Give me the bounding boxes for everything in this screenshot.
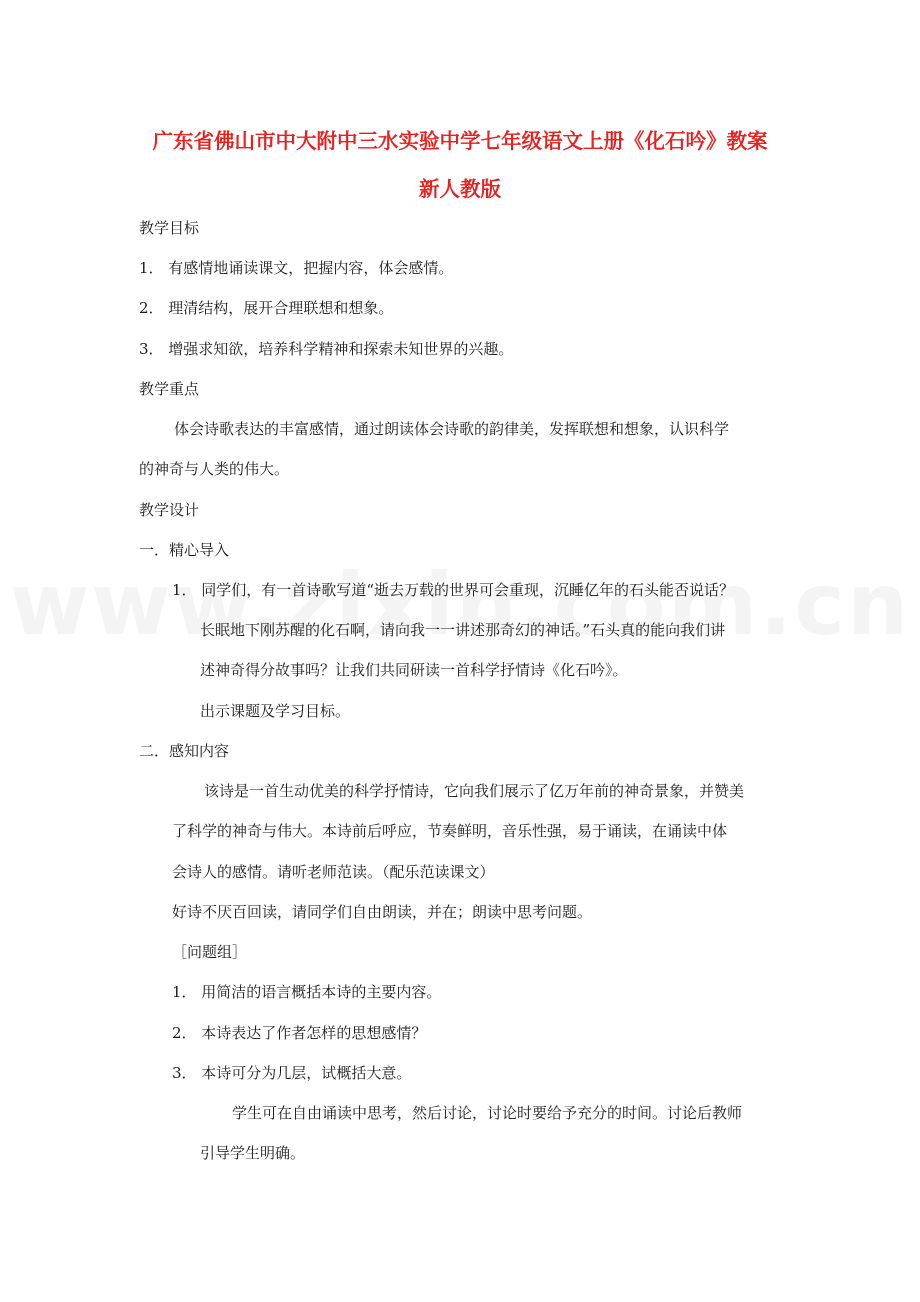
- document-title-line-2: 新人教版: [419, 177, 501, 201]
- perception-paragraph: 了科学的神奇与伟大。本诗前后呼应，节奏鲜明，音乐性强，易于诵读，在诵读中体: [172, 822, 728, 840]
- perception-paragraph: 该诗是一首生动优美的科学抒情诗，它向我们展示了亿万年前的神奇景象，并赞美: [204, 782, 745, 800]
- key-points-text: 体会诗歌表达的丰富感情，通过朗读体会诗歌的韵律美，发挥联想和想象，认识科学: [174, 420, 730, 438]
- intro-paragraph: 出示课题及学习目标。: [200, 702, 351, 720]
- discussion-paragraph: 学生可在自由诵读中思考，然后讨论，讨论时要给予充分的时间。讨论后教师: [232, 1104, 743, 1122]
- perception-paragraph: 好诗不厌百回读，请同学们自由朗读，并在；朗读中思考问题。: [172, 903, 593, 921]
- section-heading-key-points: 教学重点: [139, 380, 200, 398]
- subsection-heading-perception: 二．感知内容: [139, 742, 230, 760]
- objective-item: 1． 有感情地诵读课文，把握内容，体会感情。: [139, 259, 454, 277]
- subsection-heading-intro: 一．精心导入: [139, 541, 230, 559]
- question-group-heading: ［问题组］: [172, 943, 248, 961]
- discussion-paragraph: 引导学生明确。: [200, 1144, 306, 1162]
- question-item: 3． 本诗可分为几层，试概括大意。: [172, 1064, 412, 1082]
- perception-paragraph: 会诗人的感情。请听老师范读。（配乐范读课文）: [172, 863, 495, 881]
- intro-paragraph: 1． 同学们，有一首诗歌写道“逝去万载的世界可会重现，沉睡亿年的石头能否说话？: [172, 581, 734, 599]
- objective-item: 3． 增强求知欲，培养科学精神和探索未知世界的兴趣。: [139, 340, 514, 358]
- question-item: 2． 本诗表达了作者怎样的思想感情？: [172, 1024, 427, 1042]
- objective-item: 2． 理清结构，展开合理联想和想象。: [139, 299, 394, 317]
- watermark-text: [0, 555, 920, 655]
- intro-paragraph: 述神奇得分故事吗？让我们共同研读一首科学抒情诗《化石吟》。: [200, 661, 628, 679]
- section-heading-design: 教学设计: [139, 501, 200, 519]
- key-points-text: 的神奇与人类的伟大。: [139, 460, 290, 478]
- section-heading-objectives: 教学目标: [139, 219, 200, 237]
- intro-paragraph: 长眠地下刚苏醒的化石啊，请向我一一讲述那奇幻的神话。”石头真的能向我们讲: [200, 621, 726, 639]
- question-item: 1． 用简洁的语言概括本诗的主要内容。: [172, 983, 442, 1001]
- document-title-line-1: 广东省佛山市中大附中三水实验中学七年级语文上册《化石吟》教案: [152, 129, 768, 153]
